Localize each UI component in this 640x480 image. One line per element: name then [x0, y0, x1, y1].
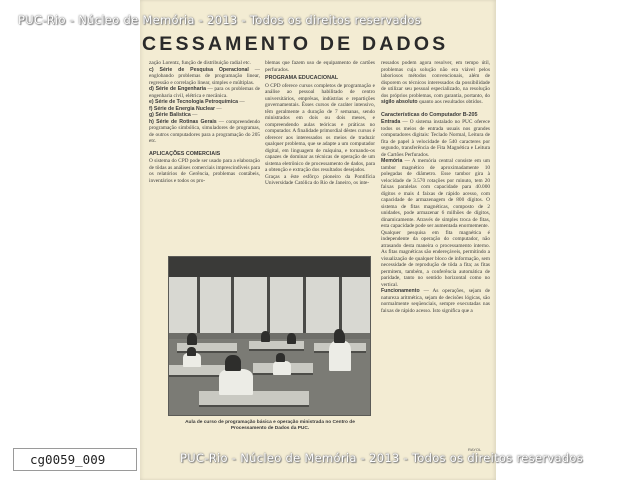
- list-item-text: —: [239, 99, 245, 105]
- term-text: — O sistema instalado no PUC oferece todos os meios de entrada usuais nos grandes computadores digitais: Teclado Normal, Leitura de fita de papel à velocidade de 540 caracteres por segundo, transferência de Fita Magnética e Leitura de Cartões Perfurados.: [381, 119, 490, 158]
- page-headline: CESSAMENTO DE DADOS: [142, 33, 449, 55]
- paragraph: blemas que fazem uso de equipamento de cartões perfurados.: [265, 60, 375, 73]
- list-item-text: — englobando problemas de programação linear, regressão e correlação linear, simples e múltiplas.: [149, 66, 260, 86]
- list-item-text: — compreendendo programação simbólica, simuladores de programas, de outros computadores para a programação do 205 etc.: [149, 118, 260, 144]
- list-item-text: —: [192, 112, 198, 118]
- text-column-1: [149, 60, 260, 250]
- paragraph: O CPD oferece cursos completos de programação e análise ao pessoal habilitado de centro universitários, emprêsas, indústrias e repartições governamentais. Êsses cursos de caráter intensivo, têm geralmente a duração de 7 semanas, sendo ministrados em dois ou dois meses, e compreendendo aulas teóricas e práticas no computador. A finalidade primordial dêstes cursos é oferecer aos interessados os meios de traduzir qualquer problema, que se adapte a um computador digital, em linguagem de máquina, e tornando-os capazes de dominar as técnicas de operação de um sistema eletrônico de processamento de dados, para a obtenção e extração dos resultados desejados.: [265, 82, 375, 173]
- classroom-photo: [168, 256, 371, 416]
- emphasis-text: sigilo absoluto: [381, 99, 418, 105]
- photo-desk: [199, 391, 309, 407]
- paragraph: [381, 119, 490, 158]
- photo-window-frame: [197, 277, 200, 335]
- photo-student: [225, 355, 241, 371]
- photo-student: [273, 361, 291, 375]
- section-heading: APLICAÇÕES COMERCIAIS: [149, 150, 221, 157]
- paragraph-text: quanto aos resultados obtidos.: [418, 99, 483, 105]
- paragraph: Graças a êste esfôrço pioneiro da Pontifícia Universidade Católica do Rio de Janeiro, os inte-: [265, 173, 375, 186]
- photo-ceiling: [169, 257, 370, 279]
- paragraph: [381, 288, 490, 314]
- paragraph: [381, 60, 490, 106]
- paragraph: zação Lorentz, função de distribuição radial etc.: [149, 60, 251, 66]
- photo-student: [219, 369, 253, 395]
- photo-window-frame: [339, 277, 342, 335]
- photo-student: [187, 347, 196, 356]
- term-label: Funcionamento: [381, 288, 420, 294]
- list-item-label: h) Série de Rotinas Gerais: [149, 118, 217, 125]
- list-item-text: — para os problemas de engenharia civil, elétrica e mecânica.: [149, 86, 260, 99]
- paragraph: O sistema do CPD pode ser usado para a elaboração de tôdas as análises comerciais imprescindíveis para os relatórios de Gerência, problemas contábeis, inventários e todos os pro-: [149, 158, 260, 184]
- list-item-label: g) Série Balística: [149, 112, 191, 118]
- photo-student: [261, 331, 270, 342]
- text-column-3: [381, 60, 490, 440]
- watermark-bottom: PUC-Rio - Núcleo de Memória - 2013 - Todos os direitos reservados: [180, 451, 584, 465]
- photo-window-frame: [231, 277, 234, 335]
- list-item-label: c) Série de Pesquisa Operacional: [149, 66, 249, 73]
- photo-student: [276, 353, 285, 362]
- term-text: — As operações, sejam de natureza aritmética, sejam de decisões lógicas, são normalmente seqüenciais, sempre executadas nas faixas de rápido acesso. Isto significa que a: [381, 288, 490, 314]
- photo-student: [287, 333, 296, 344]
- paragraph: Qualquer pesquisa em fita magnética é independente da operação do computador, não atrasando desta maneira o processamento interno. As fitas magnéticas são endereçáveis, permitindo a visualização de qualquer bloco de informação, sem necessidade de reprodução de tôda a fita; as fitas permitem, também, a conferência automática de paridade, tanto no sentido horizontal como no vertical.: [381, 229, 490, 288]
- list-item-text: —: [216, 105, 222, 112]
- photo-caption: Aula de curso de programação básica e operação ministrada no Centro de Processamento de Dados da PUC.: [185, 420, 355, 431]
- term-label: Memória: [381, 158, 403, 164]
- document-id-label: cg0059_009: [13, 448, 137, 471]
- photo-student: [187, 333, 197, 345]
- photo-window-frame: [303, 277, 306, 335]
- page-margin: [496, 0, 640, 480]
- list-item: [149, 86, 260, 99]
- text-column-2: [265, 60, 375, 250]
- paragraph-text: ressados podem agora resolver, em tempo útil, problemas cuja solução não era viável pelos laboriosos métodos convencionais, além de disporem os técnicos interessados da possibilidade de utilizar seu pessoal especializado, na resolução dos próprios problemas, com garantia, portanto, do: [381, 60, 490, 99]
- photo-desk: [177, 343, 237, 353]
- list-item: [149, 119, 260, 145]
- term-text: — A memória central consiste em um tambor magnético de aproximadamente 10 polegadas de diâmetro. Esse tambor gira à velocidade de 3.570 rotações por minuto, tem 20 faixas paralelas com capacidade para 40.000 dígitos e mais 4 faixas de rápido acesso, com capacidade de armazenagem de 800 dígitos. O sistema de fitas magnéticas, composto de 2 unidades, pode armazenar 6 milhões de dígitos, dinamicamente. Através de simples troca de fitas, esta capacidade pode ser aumentada enormemente.: [381, 158, 490, 229]
- term-label: Entrada: [381, 119, 401, 125]
- photographer-signature: RAYOL: [468, 447, 482, 452]
- section-heading: PROGRAMA EDUCACIONAL: [265, 75, 339, 81]
- list-item-label: f) Série de Energia Nuclear: [149, 105, 216, 112]
- photo-student: [329, 341, 351, 371]
- section-heading: Características do Computador B-205: [381, 111, 478, 118]
- list-item: [149, 67, 260, 87]
- photo-student: [334, 331, 345, 343]
- paragraph: [381, 158, 490, 230]
- watermark-top: PUC-Rio - Núcleo de Memória - 2013 - Todos os direitos reservados: [18, 13, 422, 27]
- list-item-label: e) Série de Tecnologia Petroquímica: [149, 99, 238, 105]
- photo-window-frame: [267, 277, 270, 335]
- list-item-label: d) Série de Engenharia: [149, 86, 206, 92]
